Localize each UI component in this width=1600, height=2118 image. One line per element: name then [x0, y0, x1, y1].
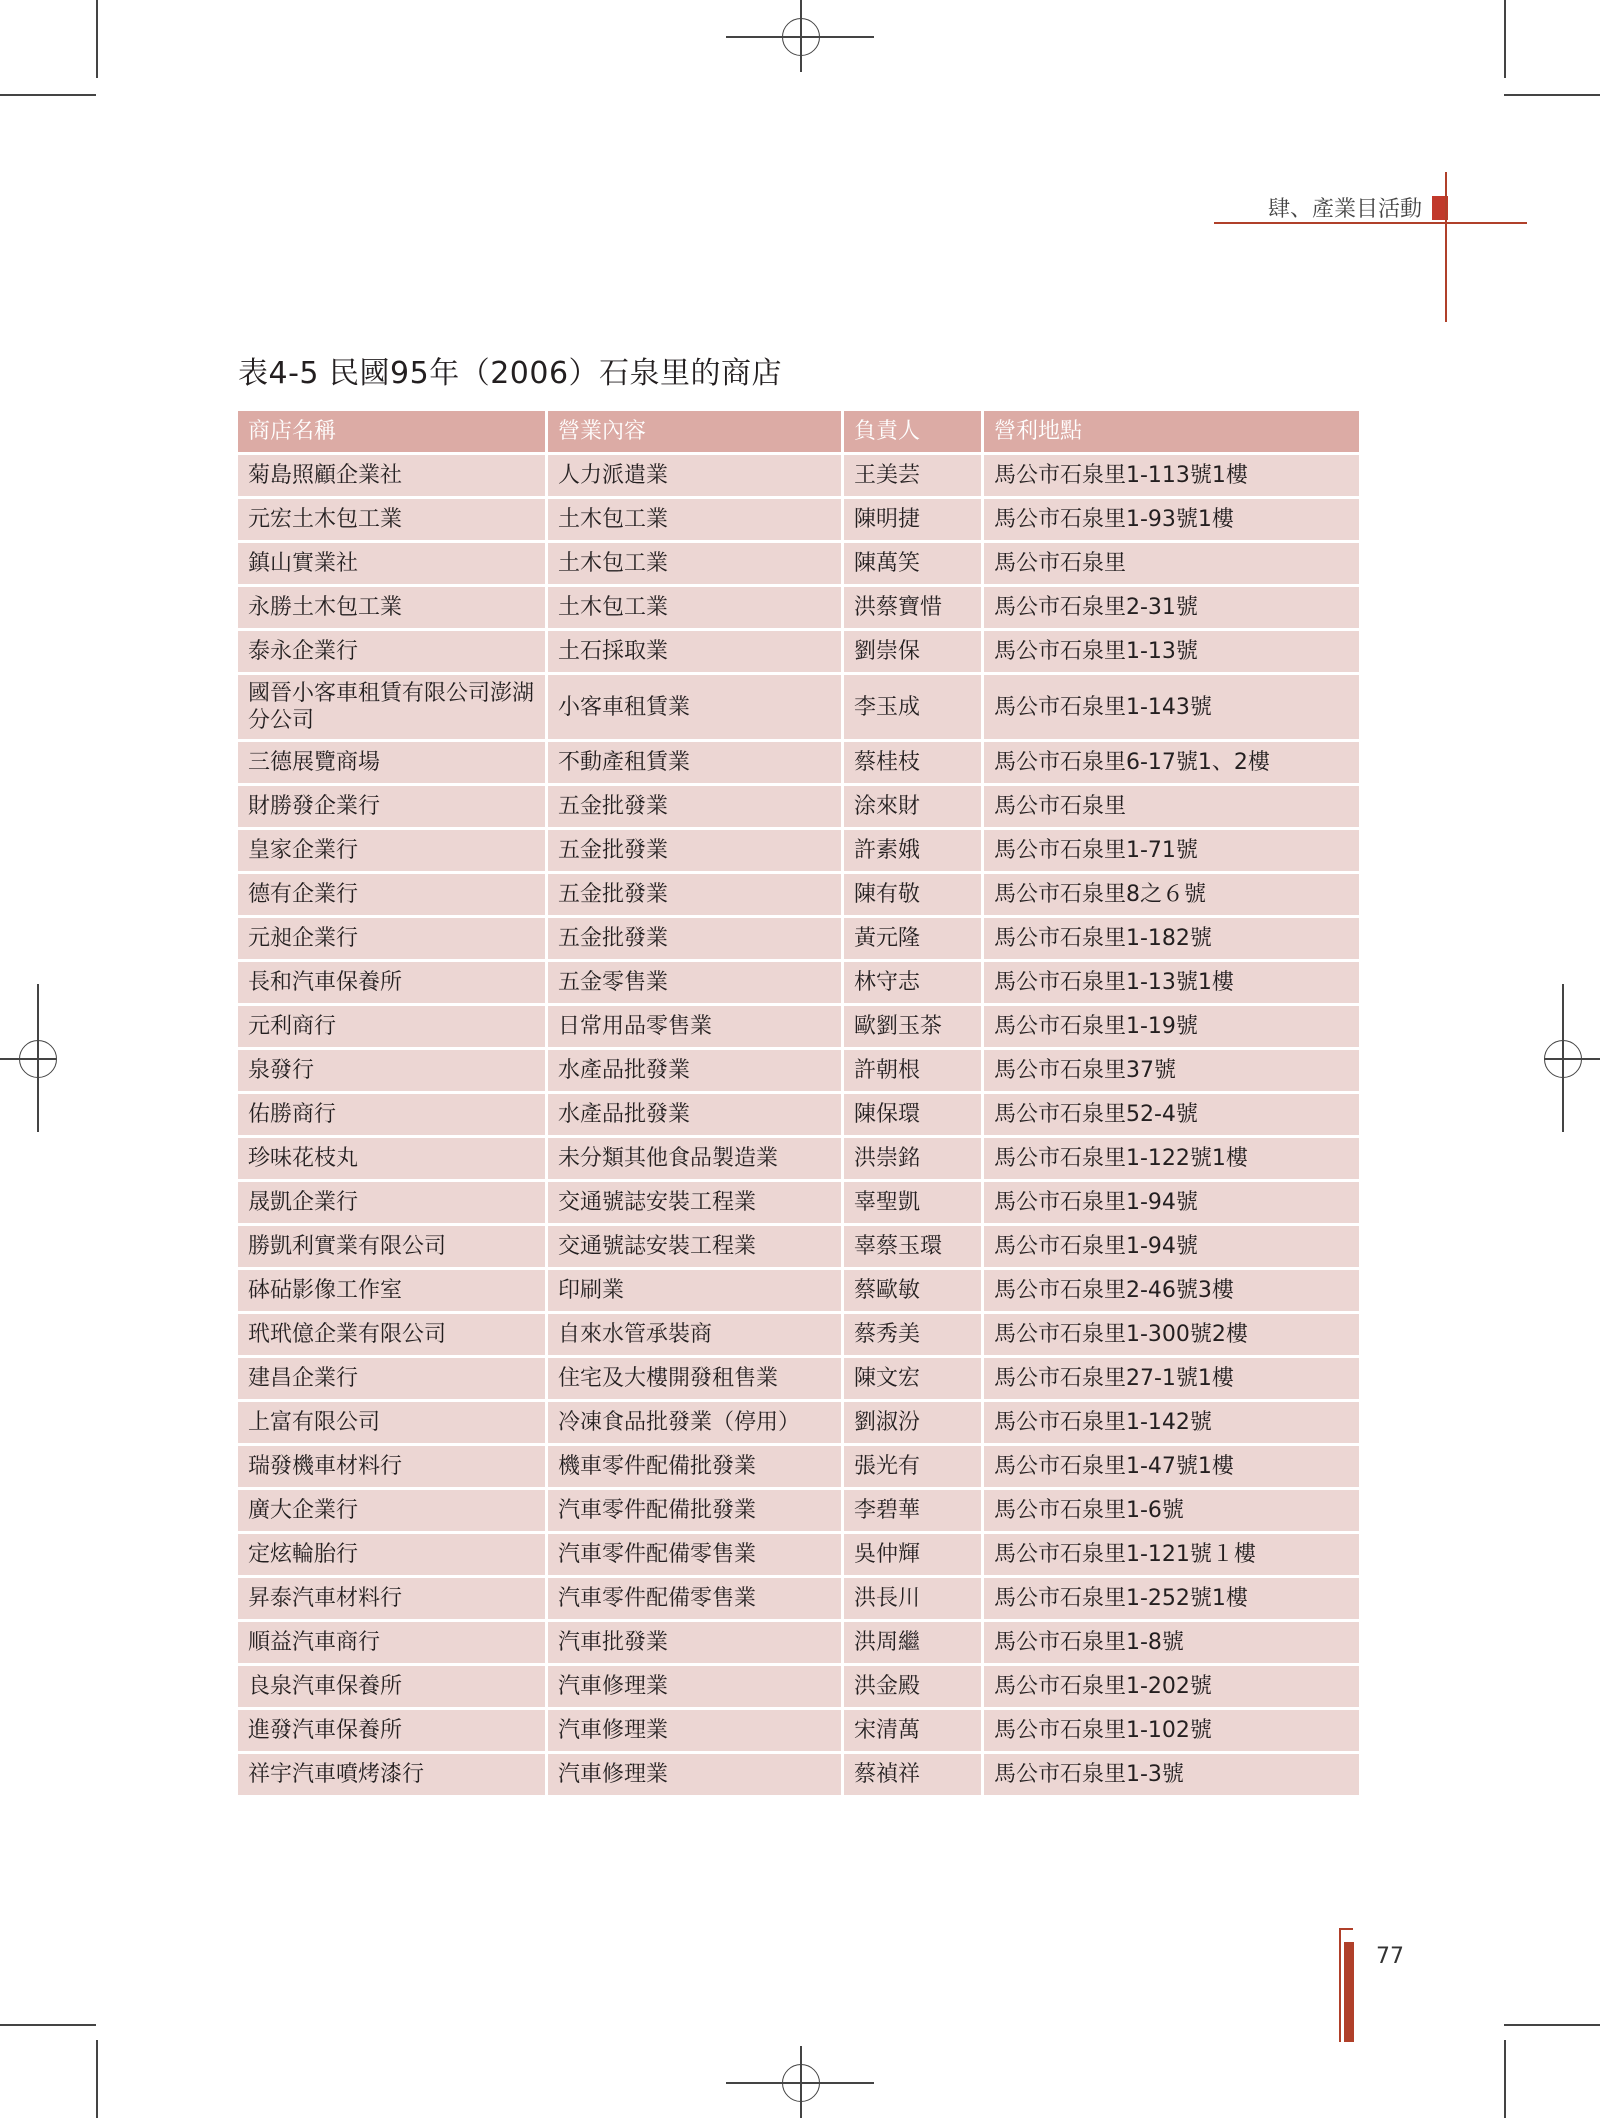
cell-owner: 涂來財 [844, 786, 981, 827]
cell-business: 住宅及大樓開發租售業 [548, 1358, 841, 1399]
table-row [238, 1138, 1359, 1179]
cell-owner: 陳保環 [844, 1094, 981, 1135]
table-row [238, 1710, 1359, 1751]
table-row [238, 587, 1359, 628]
cell-owner: 劉崇保 [844, 631, 981, 672]
cell-shop-name: 鎮山實業社 [238, 543, 545, 584]
column-header-owner: 負責人 [844, 411, 981, 452]
cell-shop-name: 玳玳億企業有限公司 [238, 1314, 545, 1355]
table-title: 表4-5 民國95年（2006）石泉里的商店 [238, 356, 783, 391]
table-row [238, 1622, 1359, 1663]
table-row [238, 455, 1359, 496]
cell-business: 冷凍食品批發業（停用） [548, 1402, 841, 1443]
column-header-shop-name: 商店名稱 [238, 411, 545, 452]
cell-shop-name: 定炫輪胎行 [238, 1534, 545, 1575]
cell-shop-name: 泰永企業行 [238, 631, 545, 672]
cell-address: 馬公市石泉里2-46號3樓 [984, 1270, 1359, 1311]
cell-address: 馬公市石泉里 [984, 543, 1359, 584]
cell-owner: 洪金殿 [844, 1666, 981, 1707]
chapter-header: 肆、產業目活動 [1267, 197, 1422, 222]
cell-business: 五金批發業 [548, 830, 841, 871]
cell-address: 馬公市石泉里1-94號 [984, 1226, 1359, 1267]
table-row [238, 1446, 1359, 1487]
cell-business: 土木包工業 [548, 587, 841, 628]
table-row [238, 786, 1359, 827]
table-row [238, 1270, 1359, 1311]
cell-address: 馬公市石泉里 [984, 786, 1359, 827]
cell-business: 汽車零件配備零售業 [548, 1578, 841, 1619]
table-row [238, 1050, 1359, 1091]
cell-address: 馬公市石泉里1-143號 [984, 675, 1359, 739]
cell-owner: 黃元隆 [844, 918, 981, 959]
table-row [238, 1666, 1359, 1707]
cell-shop-name: 昇泰汽車材料行 [238, 1578, 545, 1619]
cell-address: 馬公市石泉里1-300號2樓 [984, 1314, 1359, 1355]
cell-business: 汽車零件配備零售業 [548, 1534, 841, 1575]
cell-shop-name: 德有企業行 [238, 874, 545, 915]
cell-shop-name: 皇家企業行 [238, 830, 545, 871]
cell-owner: 宋清萬 [844, 1710, 981, 1751]
cell-business: 交通號誌安裝工程業 [548, 1182, 841, 1223]
cell-shop-name: 祥宇汽車噴烤漆行 [238, 1754, 545, 1795]
table-row [238, 1006, 1359, 1047]
table-row [238, 1226, 1359, 1267]
table-row [238, 742, 1359, 783]
cell-shop-name: 建昌企業行 [238, 1358, 545, 1399]
cell-shop-name: 元昶企業行 [238, 918, 545, 959]
table-header-row [238, 411, 1359, 452]
page-number: 77 [1376, 1944, 1404, 1969]
cell-owner: 洪蔡寶惜 [844, 587, 981, 628]
cell-shop-name: 進發汽車保養所 [238, 1710, 545, 1751]
table-body [238, 455, 1359, 1795]
cell-owner: 許素娥 [844, 830, 981, 871]
cell-business: 汽車修理業 [548, 1754, 841, 1795]
page-number-rule [1339, 1928, 1341, 2042]
cell-business: 印刷業 [548, 1270, 841, 1311]
table-row [238, 918, 1359, 959]
cell-shop-name: 元宏土木包工業 [238, 499, 545, 540]
cell-address: 馬公市石泉里1-6號 [984, 1490, 1359, 1531]
column-header-business: 營業內容 [548, 411, 841, 452]
table-row [238, 962, 1359, 1003]
cell-business: 小客車租賃業 [548, 675, 841, 739]
cell-shop-name: 砵砧影像工作室 [238, 1270, 545, 1311]
cell-shop-name: 元利商行 [238, 1006, 545, 1047]
crop-mark-br-v [1504, 2040, 1506, 2118]
cell-address: 馬公市石泉里1-19號 [984, 1006, 1359, 1047]
cell-owner: 洪周繼 [844, 1622, 981, 1663]
page-number-tick [1339, 1928, 1353, 1930]
cell-address: 馬公市石泉里6-17號1、2樓 [984, 742, 1359, 783]
table-row [238, 874, 1359, 915]
table-row [238, 1402, 1359, 1443]
table-row [238, 1754, 1359, 1795]
crop-mark-tr-h [1504, 94, 1600, 96]
header-rule [1214, 222, 1527, 224]
cell-shop-name: 佑勝商行 [238, 1094, 545, 1135]
reg-mark-top-circle [782, 18, 820, 56]
cell-owner: 許朝根 [844, 1050, 981, 1091]
table-row [238, 543, 1359, 584]
reg-mark-right-circle [1544, 1040, 1582, 1078]
cell-shop-name: 財勝發企業行 [238, 786, 545, 827]
cell-business: 汽車零件配備批發業 [548, 1490, 841, 1531]
table-row [238, 675, 1359, 739]
reg-mark-left-circle [19, 1040, 57, 1078]
cell-shop-name: 良泉汽車保養所 [238, 1666, 545, 1707]
cell-address: 馬公市石泉里1-102號 [984, 1710, 1359, 1751]
table-row [238, 1578, 1359, 1619]
cell-shop-name: 國晉小客車租賃有限公司澎湖分公司 [238, 675, 545, 739]
crop-mark-tr-v [1504, 0, 1506, 78]
cell-owner: 李碧華 [844, 1490, 981, 1531]
cell-address: 馬公市石泉里1-47號1樓 [984, 1446, 1359, 1487]
cell-business: 汽車批發業 [548, 1622, 841, 1663]
cell-address: 馬公市石泉里1-121號１樓 [984, 1534, 1359, 1575]
table-row [238, 830, 1359, 871]
cell-address: 馬公市石泉里1-252號1樓 [984, 1578, 1359, 1619]
cell-owner: 陳萬笑 [844, 543, 981, 584]
cell-shop-name: 菊島照顧企業社 [238, 455, 545, 496]
crop-mark-tl-v [96, 0, 98, 78]
cell-shop-name: 珍味花枝丸 [238, 1138, 545, 1179]
cell-business: 水產品批發業 [548, 1050, 841, 1091]
cell-address: 馬公市石泉里1-142號 [984, 1402, 1359, 1443]
cell-business: 人力派遣業 [548, 455, 841, 496]
table-row [238, 1358, 1359, 1399]
cell-address: 馬公市石泉里1-94號 [984, 1182, 1359, 1223]
cell-owner: 劉淑汾 [844, 1402, 981, 1443]
cell-business: 土石採取業 [548, 631, 841, 672]
cell-address: 馬公市石泉里27-1號1樓 [984, 1358, 1359, 1399]
cell-owner: 蔡秀美 [844, 1314, 981, 1355]
table-row [238, 1534, 1359, 1575]
cell-shop-name: 瑞發機車材料行 [238, 1446, 545, 1487]
cell-address: 馬公市石泉里1-202號 [984, 1666, 1359, 1707]
cell-owner: 陳文宏 [844, 1358, 981, 1399]
table-row [238, 1490, 1359, 1531]
table-row [238, 499, 1359, 540]
crop-mark-br-h [1504, 2024, 1600, 2026]
shops-table [235, 408, 1362, 1798]
page-number-bar [1344, 1942, 1354, 2042]
cell-owner: 辜蔡玉環 [844, 1226, 981, 1267]
cell-owner: 蔡禎祥 [844, 1754, 981, 1795]
table-row [238, 631, 1359, 672]
reg-mark-bottom-circle [782, 2064, 820, 2102]
cell-shop-name: 順益汽車商行 [238, 1622, 545, 1663]
cell-business: 汽車修理業 [548, 1666, 841, 1707]
cell-shop-name: 廣大企業行 [238, 1490, 545, 1531]
cell-business: 未分類其他食品製造業 [548, 1138, 841, 1179]
cell-address: 馬公市石泉里1-93號1樓 [984, 499, 1359, 540]
cell-owner: 李玉成 [844, 675, 981, 739]
cell-address: 馬公市石泉里1-113號1樓 [984, 455, 1359, 496]
cell-business: 五金批發業 [548, 918, 841, 959]
cell-address: 馬公市石泉里2-31號 [984, 587, 1359, 628]
cell-address: 馬公市石泉里1-71號 [984, 830, 1359, 871]
cell-owner: 張光有 [844, 1446, 981, 1487]
cell-business: 不動產租賃業 [548, 742, 841, 783]
cell-address: 馬公市石泉里37號 [984, 1050, 1359, 1091]
cell-owner: 吳仲輝 [844, 1534, 981, 1575]
cell-address: 馬公市石泉里1-122號1樓 [984, 1138, 1359, 1179]
cell-shop-name: 上富有限公司 [238, 1402, 545, 1443]
cell-owner: 陳明捷 [844, 499, 981, 540]
crop-mark-bl-v [96, 2040, 98, 2118]
column-header-address: 營利地點 [984, 411, 1359, 452]
cell-shop-name: 勝凱利實業有限公司 [238, 1226, 545, 1267]
cell-address: 馬公市石泉里1-182號 [984, 918, 1359, 959]
cell-shop-name: 三德展覽商場 [238, 742, 545, 783]
cell-shop-name: 泉發行 [238, 1050, 545, 1091]
cell-address: 馬公市石泉里1-8號 [984, 1622, 1359, 1663]
cell-business: 土木包工業 [548, 543, 841, 584]
cell-owner: 歐劉玉茶 [844, 1006, 981, 1047]
header-vertical-rule [1445, 172, 1447, 322]
cell-shop-name: 晟凱企業行 [238, 1182, 545, 1223]
cell-owner: 林守志 [844, 962, 981, 1003]
crop-mark-bl-h [0, 2024, 96, 2026]
cell-owner: 蔡桂枝 [844, 742, 981, 783]
cell-business: 水產品批發業 [548, 1094, 841, 1135]
cell-address: 馬公市石泉里1-13號 [984, 631, 1359, 672]
cell-owner: 辜聖凱 [844, 1182, 981, 1223]
cell-shop-name: 永勝土木包工業 [238, 587, 545, 628]
crop-mark-tl-h [0, 94, 96, 96]
cell-business: 汽車修理業 [548, 1710, 841, 1751]
cell-shop-name: 長和汽車保養所 [238, 962, 545, 1003]
table-row [238, 1314, 1359, 1355]
table-row [238, 1094, 1359, 1135]
cell-owner: 陳有敬 [844, 874, 981, 915]
cell-owner: 蔡歐敏 [844, 1270, 981, 1311]
cell-business: 交通號誌安裝工程業 [548, 1226, 841, 1267]
table-row [238, 1182, 1359, 1223]
cell-business: 五金零售業 [548, 962, 841, 1003]
cell-address: 馬公市石泉里52-4號 [984, 1094, 1359, 1135]
cell-owner: 洪崇銘 [844, 1138, 981, 1179]
cell-business: 土木包工業 [548, 499, 841, 540]
cell-business: 五金批發業 [548, 874, 841, 915]
cell-address: 馬公市石泉里1-13號1樓 [984, 962, 1359, 1003]
cell-owner: 洪長川 [844, 1578, 981, 1619]
cell-business: 自來水管承裝商 [548, 1314, 841, 1355]
cell-business: 五金批發業 [548, 786, 841, 827]
cell-business: 日常用品零售業 [548, 1006, 841, 1047]
cell-address: 馬公市石泉里1-3號 [984, 1754, 1359, 1795]
cell-business: 機車零件配備批發業 [548, 1446, 841, 1487]
cell-address: 馬公市石泉里8之６號 [984, 874, 1359, 915]
cell-owner: 王美芸 [844, 455, 981, 496]
